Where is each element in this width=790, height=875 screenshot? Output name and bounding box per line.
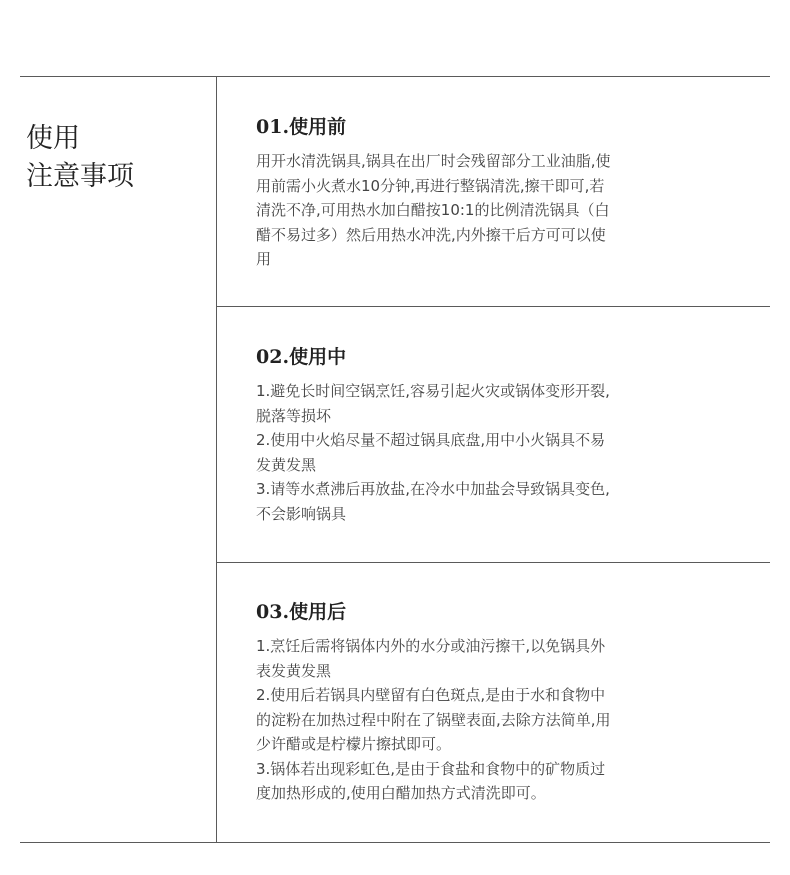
side-title-line-2: 注意事项 xyxy=(26,161,134,192)
bottom-divider xyxy=(20,842,770,843)
side-title-line-1: 使用 xyxy=(26,123,80,154)
section-label: 使用后 xyxy=(289,601,347,623)
section-during-use xyxy=(256,344,736,526)
text-line: 1.避免长时间空锅烹饪,容易引起火灾或锅体变形开裂, xyxy=(256,382,610,400)
section-number: 01. xyxy=(256,116,290,138)
text-line: 度加热形成的,使用白醋加热方式清洗即可。 xyxy=(256,784,546,802)
section-number: 02. xyxy=(256,346,290,368)
text-line: 表发黄发黑 xyxy=(256,661,332,680)
section-number: 03. xyxy=(256,601,290,623)
text-line: 用 xyxy=(256,250,272,268)
section-before-use xyxy=(256,114,736,272)
section-text xyxy=(256,634,736,806)
text-line: 发黄发黑 xyxy=(256,455,317,474)
text-line: 用前需小火煮水10分钟,再进行整锅清洗,擦干即可,若 xyxy=(256,176,605,195)
text-line: 脱落等损坏 xyxy=(256,406,332,425)
text-line: 不会影响锅具 xyxy=(256,504,347,523)
text-line: 用开水清洗锅具,锅具在出厂时会残留部分工业油脂,使 xyxy=(256,152,611,170)
text-line: 2.使用后若锅具内壁留有白色斑点,是由于水和食物中 xyxy=(256,686,606,704)
text-line: 清洗不净,可用热水加白醋按10:1的比例清洗锅具（白 xyxy=(256,201,610,219)
section-heading xyxy=(256,114,736,140)
section-divider-1 xyxy=(216,306,770,307)
text-line: 3.请等水煮沸后再放盐,在冷水中加盐会导致锅具变色, xyxy=(256,480,610,498)
text-line: 1.烹饪后需将锅体内外的水分或油污擦干,以免锅具外 xyxy=(256,637,606,655)
section-label: 使用前 xyxy=(289,116,347,138)
text-line: 3.锅体若出现彩虹色,是由于食盐和食物中的矿物质过 xyxy=(256,759,606,778)
section-heading xyxy=(256,344,736,370)
side-title xyxy=(26,120,134,196)
section-label: 使用中 xyxy=(289,346,347,368)
text-line: 少许醋或是柠檬片擦拭即可。 xyxy=(256,735,452,753)
section-after-use xyxy=(256,599,736,806)
top-divider xyxy=(20,76,770,77)
section-divider-2 xyxy=(216,562,770,563)
text-line: 的淀粉在加热过程中附在了锅壁表面,去除方法简单,用 xyxy=(256,710,611,729)
column-divider xyxy=(216,76,217,842)
text-line: 2.使用中火焰尽量不超过锅具底盘,用中小火锅具不易 xyxy=(256,431,606,449)
section-text xyxy=(256,379,736,526)
section-heading xyxy=(256,599,736,625)
section-text xyxy=(256,149,736,272)
text-line: 醋不易过多）然后用热水冲洗,内外擦干后方可可以使 xyxy=(256,225,606,244)
